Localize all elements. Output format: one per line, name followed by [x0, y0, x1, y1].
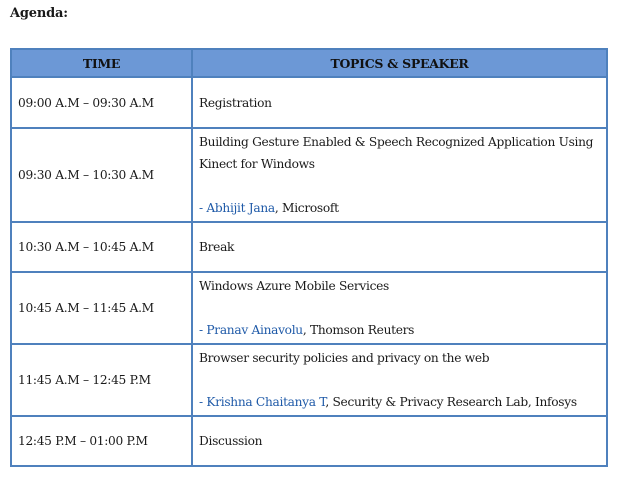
- speaker-dash: -: [199, 395, 207, 409]
- topic-title: Break: [199, 240, 235, 254]
- table-row: [11, 344, 607, 416]
- topics-column-header: TOPICS & SPEAKER: [192, 49, 607, 77]
- time-column-header: TIME: [11, 49, 192, 77]
- topic-title: Registration: [199, 95, 272, 110]
- agenda-table: [10, 48, 608, 467]
- speaker-organization: , Security & Privacy Research Lab, Infosys: [325, 395, 577, 409]
- topic-title: Building Gesture Enabled & Speech Recognized Application Using: [199, 135, 594, 149]
- table-row: [11, 77, 607, 128]
- time-cell: 10:30 A.M – 10:45 A.M: [11, 222, 192, 272]
- time-cell: 09:00 A.M – 09:30 A.M: [11, 77, 192, 128]
- table-row: [11, 272, 607, 344]
- speaker-name-link[interactable]: Pranav Ainavolu: [206, 323, 303, 337]
- time-cell: 10:45 A.M – 11:45 A.M: [11, 272, 192, 344]
- topic-title: Windows Azure Mobile Services: [199, 279, 390, 293]
- speaker-line: [199, 391, 600, 413]
- topic-title: Browser security policies and privacy on the web: [199, 351, 490, 365]
- topic-cell: [192, 128, 607, 222]
- topic-title-continued: Kinect for Windows: [199, 157, 315, 171]
- table-header-row: [11, 49, 607, 77]
- topic-cell: [192, 272, 607, 344]
- speaker-name-link[interactable]: Abhijit Jana: [206, 201, 275, 215]
- topic-cell: [192, 222, 607, 272]
- speaker-organization: , Thomson Reuters: [302, 323, 415, 337]
- table-row: [11, 416, 607, 466]
- speaker-name-link[interactable]: Krishna Chaitanya T: [206, 395, 326, 409]
- time-cell: 11:45 A.M – 12:45 P.M: [11, 344, 192, 416]
- topic-cell: [192, 416, 607, 466]
- speaker-line: [199, 197, 600, 219]
- table-row: [11, 128, 607, 222]
- topic-title: Discussion: [199, 434, 263, 448]
- table-row: [11, 222, 607, 272]
- time-cell: 12:45 P.M – 01:00 P.M: [11, 416, 192, 466]
- speaker-line: [199, 319, 600, 341]
- speaker-dash: -: [199, 323, 207, 337]
- speaker-dash: -: [199, 201, 207, 215]
- topic-cell: [192, 77, 607, 128]
- topic-cell: [192, 344, 607, 416]
- speaker-organization: , Microsoft: [274, 201, 339, 215]
- agenda-heading: Agenda:: [10, 6, 68, 21]
- time-cell: 09:30 A.M – 10:30 A.M: [11, 128, 192, 222]
